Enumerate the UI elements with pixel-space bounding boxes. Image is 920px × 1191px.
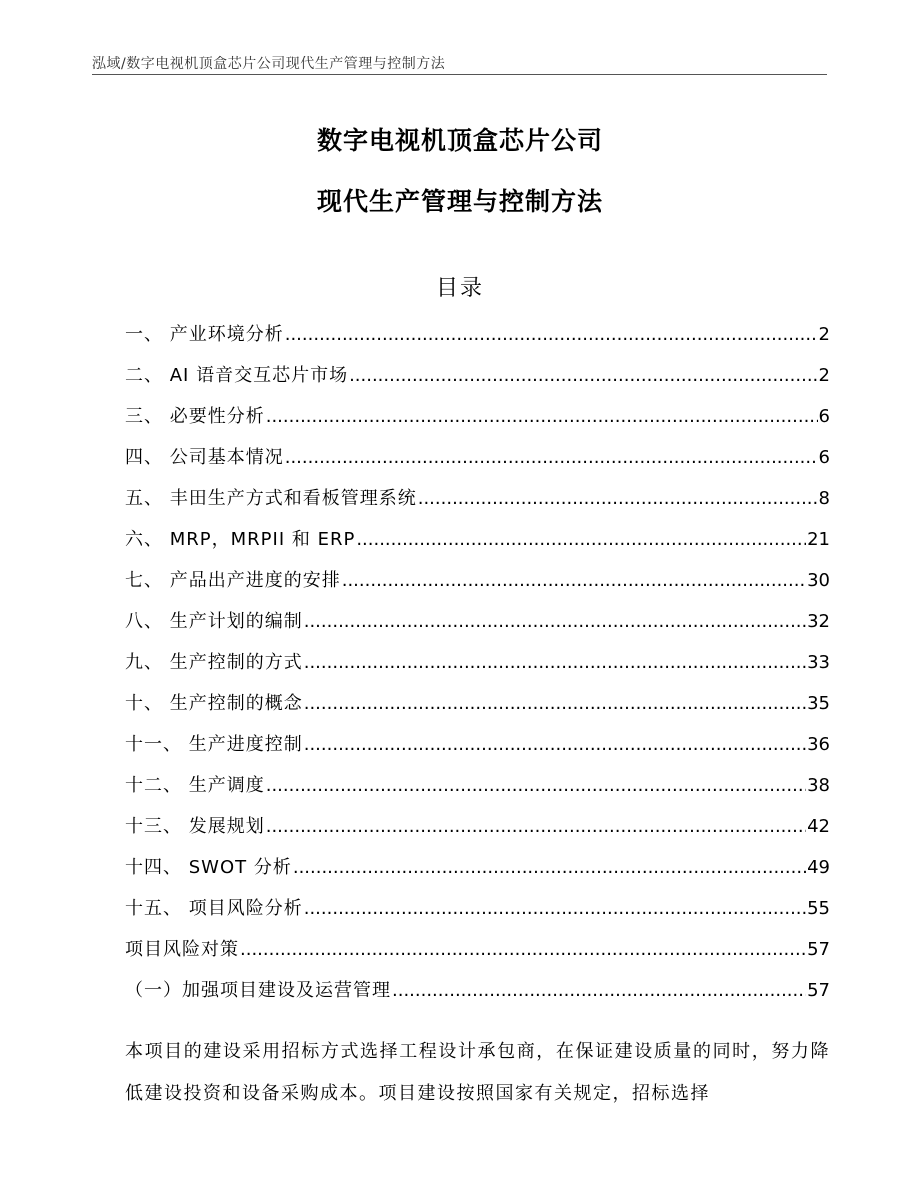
- toc-entry[interactable]: [125, 771, 830, 812]
- toc-entry-page: 57: [807, 980, 830, 1001]
- toc-dot-leader: [266, 816, 806, 837]
- toc-entry[interactable]: [125, 443, 830, 484]
- toc-dot-leader: [240, 939, 806, 960]
- toc-entry[interactable]: [125, 689, 830, 730]
- toc-entry-label: 一、 产业环境分析: [125, 324, 284, 345]
- toc-entry-label: 项目风险对策: [125, 939, 239, 960]
- toc-entry-page: 35: [807, 693, 830, 714]
- toc-entry-label: 二、 AI 语音交互芯片市场: [125, 365, 349, 386]
- toc-entry-page: 42: [807, 816, 830, 837]
- toc-entry-page: 30: [807, 570, 830, 591]
- toc-entry[interactable]: [125, 402, 830, 443]
- toc-dot-leader: [304, 734, 806, 755]
- toc-entry[interactable]: [125, 648, 830, 689]
- toc-entry[interactable]: [125, 812, 830, 853]
- toc-entry-page: 33: [807, 652, 830, 673]
- toc-entry-label: 五、 丰田生产方式和看板管理系统: [125, 488, 417, 509]
- toc-entry[interactable]: [125, 976, 830, 1017]
- toc-entry-page: 2: [818, 324, 830, 345]
- toc-entry[interactable]: [125, 361, 830, 402]
- toc-entry-page: 21: [807, 529, 830, 550]
- toc-entry[interactable]: [125, 525, 830, 566]
- toc-entry-page: 57: [807, 939, 830, 960]
- toc-entry[interactable]: [125, 484, 830, 525]
- toc-entry-label: 四、 公司基本情况: [125, 447, 284, 468]
- toc-entry[interactable]: [125, 607, 830, 648]
- toc-entry-label: 六、 MRP，MRPII 和 ERP: [125, 529, 356, 550]
- toc-dot-leader: [418, 488, 818, 509]
- toc-entry[interactable]: [125, 853, 830, 894]
- toc-dot-leader: [342, 570, 806, 591]
- toc-entry-label: 三、 必要性分析: [125, 406, 265, 427]
- header-divider: [92, 74, 827, 75]
- toc-dot-leader: [304, 898, 806, 919]
- toc-entry-label: 十、 生产控制的概念: [125, 693, 303, 714]
- toc-dot-leader: [266, 775, 806, 796]
- toc-entry-page: 55: [807, 898, 830, 919]
- toc-entry-page: 36: [807, 734, 830, 755]
- toc-entry[interactable]: [125, 730, 830, 771]
- toc-entry-page: 49: [807, 857, 830, 878]
- toc-entry[interactable]: [125, 320, 830, 361]
- toc-dot-leader: [304, 693, 806, 714]
- toc-entry-page: 2: [818, 365, 830, 386]
- toc-entry-page: 6: [818, 406, 830, 427]
- running-header: 泓域/数字电视机顶盒芯片公司现代生产管理与控制方法: [92, 56, 446, 72]
- toc-entry-page: 8: [818, 488, 830, 509]
- toc-entry-page: 6: [818, 447, 830, 468]
- toc-entry-label: 十三、 发展规划: [125, 816, 265, 837]
- toc-heading: 目录: [435, 276, 484, 301]
- toc-entry-label: 七、 产品出产进度的安排: [125, 570, 341, 591]
- body-paragraph: 本项目的建设采用招标方式选择工程设计承包商，在保证建设质量的同时，努力降低建设投资和设备采购成本。项目建设按照国家有关规定，招标选择: [125, 1041, 830, 1104]
- toc-entry-label: 九、 生产控制的方式: [125, 652, 303, 673]
- toc-entry-page: 38: [807, 775, 830, 796]
- toc-dot-leader: [266, 406, 818, 427]
- toc-entry-label: 十一、 生产进度控制: [125, 734, 303, 755]
- toc-dot-leader: [356, 529, 806, 550]
- toc-entry-label: 十二、 生产调度: [125, 775, 265, 796]
- toc-entry[interactable]: [125, 894, 830, 935]
- toc-entry[interactable]: [125, 566, 830, 607]
- document-title-line-1: 数字电视机顶盒芯片公司: [316, 126, 603, 155]
- toc-dot-leader: [285, 324, 818, 345]
- toc-dot-leader: [304, 652, 806, 673]
- toc-entry-label: 八、 生产计划的编制: [125, 611, 303, 632]
- toc-dot-leader: [304, 611, 806, 632]
- toc-dot-leader: [293, 857, 806, 878]
- toc-dot-leader: [285, 447, 818, 468]
- toc-dot-leader: [349, 365, 817, 386]
- document-title-line-2: 现代生产管理与控制方法: [316, 187, 603, 216]
- toc-entry-label: 十四、 SWOT 分析: [125, 857, 292, 878]
- table-of-contents: [125, 320, 830, 1017]
- toc-dot-leader: [392, 980, 806, 1001]
- toc-entry-label: 十五、 项目风险分析: [125, 898, 303, 919]
- toc-entry-page: 32: [807, 611, 830, 632]
- toc-entry-label: （一）加强项目建设及运营管理: [125, 980, 391, 1001]
- toc-entry[interactable]: [125, 935, 830, 976]
